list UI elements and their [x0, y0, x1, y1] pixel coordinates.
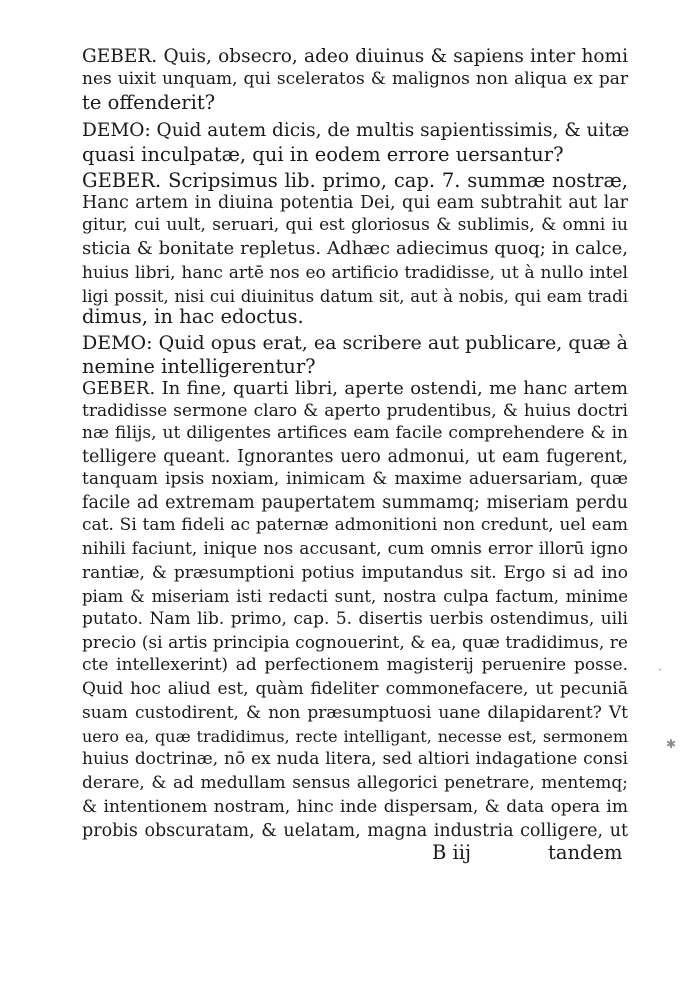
text-line: gitur, cui uult, seruari, qui est gloriosus & sublimis, & omni iu	[82, 215, 628, 235]
text-line: putato. Nam lib. primo, cap. 5. disertis uerbis ostendimus, uili	[82, 609, 628, 629]
text-line: dimus, in hac edoctus.	[82, 305, 304, 328]
text-line: precio (si artis principia cognouerint, & ea, quæ tradidimus, re	[82, 633, 628, 653]
text-line: uero ea, quæ tradidimus, recte intelligant, necesse est, sermonem	[82, 727, 628, 746]
text-line: piam & miseriam isti redacti sunt, nostra culpa factum, minime	[82, 587, 628, 606]
text-line: suam custodirent, & non præsumptuosi uane dilapidarent? Vt	[82, 703, 628, 723]
text-line: tanquam ipsis noxiam, inimicam & maxime aduersariam, quæ	[82, 469, 628, 489]
text-line: næ filijs, ut diligentes artifices eam facile comprehendere & in	[82, 423, 628, 443]
text-line: probis obscuratam, & uelatam, magna industria colligere, ut	[82, 821, 628, 841]
text-line: tradidisse sermone claro & aperto prudentibus, & huius doctri	[82, 401, 628, 421]
text-line: derare, & ad medullam sensus allegorici penetrare, mentemq;	[82, 773, 628, 793]
text-line: cte intellexerint) ad perfectionem magisterij peruenire posse.	[82, 655, 628, 675]
margin-speck: ✱	[666, 737, 677, 751]
text-line: rantiæ, & præsumptioni potius imputandus sit. Ergo si ad ino	[82, 563, 628, 583]
text-line: sticia & bonitate repletus. Adhæc adiecimus quoq; in calce,	[82, 238, 628, 259]
text-line: GEBER. In fine, quarti libri, aperte ostendi, me hanc artem	[82, 378, 628, 399]
text-line: huius libri, hanc artē nos eo artificio tradidisse, ut à nullo intel	[82, 263, 628, 283]
text-line: GEBER. Scripsimus lib. primo, cap. 7. summæ nostræ,	[82, 169, 628, 192]
text-line: facile ad extremam paupertatem summamq; miseriam perdu	[82, 493, 628, 513]
text-line: & intentionem nostram, hinc inde dispersam, & data opera im	[82, 797, 628, 817]
catchword: tandem	[548, 841, 623, 864]
text-line: nemine intelligerentur?	[82, 355, 316, 378]
text-line: DEMO: Quid autem dicis, de multis sapientissimis, & uitæ	[82, 120, 630, 141]
text-line: nihili faciunt, inique nos accusant, cum omnis error illorū igno	[82, 539, 628, 559]
text-line: cat. Si tam fideli ac paternæ admonitioni non credunt, uel eam	[82, 515, 628, 535]
text-line: GEBER. Quis, obsecro, adeo diuinus & sapiens inter homi	[82, 46, 628, 67]
text-line: huius doctrinæ, nō ex nuda litera, sed altiori indagatione consi	[82, 749, 628, 769]
text-line: te offenderit?	[82, 91, 216, 114]
margin-speck: ·	[658, 663, 662, 677]
text-line: telligere queant. Ignorantes uero admonui, ut eam fugerent,	[82, 447, 628, 467]
text-line: Quid hoc aliud est, quàm fideliter commonefacere, ut pecuniā	[82, 679, 628, 699]
signature-mark: B iij	[432, 841, 472, 864]
text-line: nes uixit unquam, qui sceleratos & malignos non aliqua ex par	[82, 69, 628, 89]
text-line: DEMO: Quid opus erat, ea scribere aut publicare, quæ à	[82, 332, 628, 354]
text-line: ligi possit, nisi cui diuinitus datum sit, aut à nobis, qui eam tradi	[82, 287, 628, 306]
text-line: quasi inculpatæ, qui in eodem errore uersantur?	[82, 143, 564, 166]
text-line: Hanc artem in diuina potentia Dei, qui eam subtrahit aut lar	[82, 193, 628, 213]
